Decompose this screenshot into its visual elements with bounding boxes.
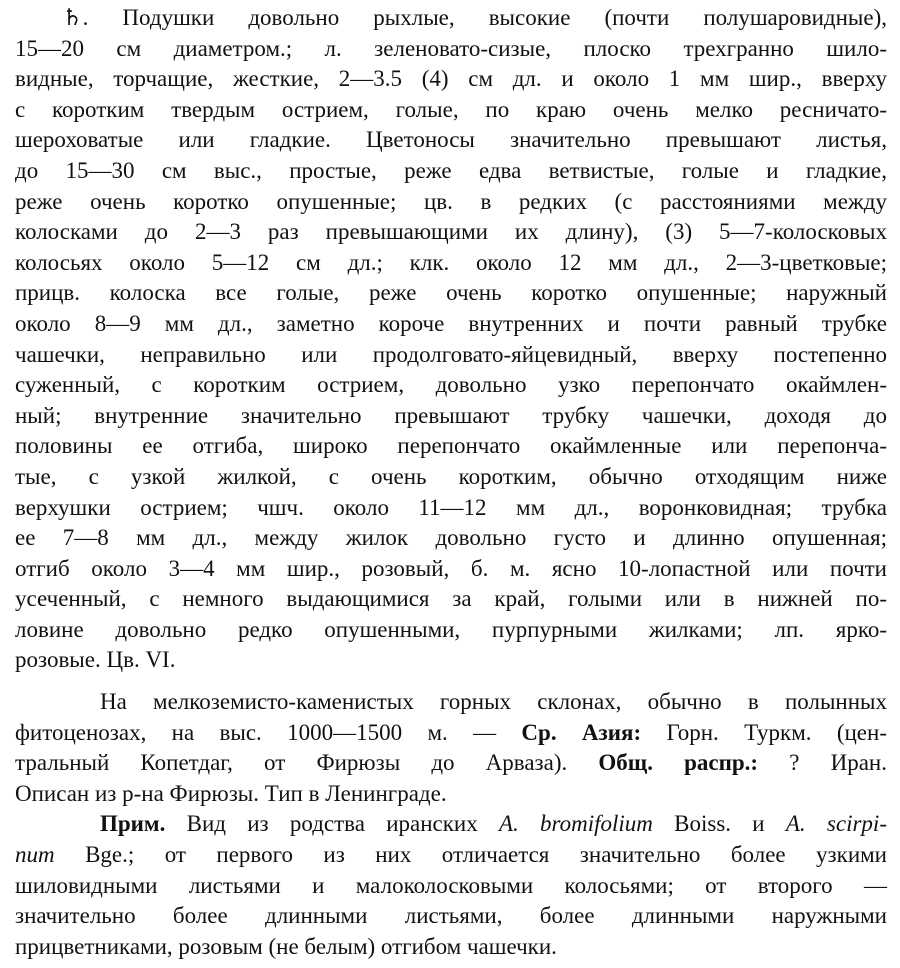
text-segment: значительно более длинными листьями, более длинными наружными [15, 903, 887, 929]
text-segment: ♄. Подушки довольно рыхлые, высокие (почти полушаровидные), [62, 5, 887, 30]
text-line [15, 871, 887, 902]
text-line [15, 901, 887, 932]
text-segment: суженный, с коротким острием, довольно узко перепончато окаймлен- [15, 372, 887, 398]
text-segment: видные, торчащие, жесткие, 2—3.5 (4) см дл. и около 1 мм шир., вверху [15, 66, 887, 92]
text-segment: верхушки острием; чшч. около 11—12 мм дл., воронковидная; трубка [15, 494, 887, 520]
text-segment: чашечки, неправильно или продолговато-яйцевидный, вверху постепенно [15, 341, 887, 367]
text-segment: ее 7—8 мм дл., между жилок довольно густо и длинно опушенная; [15, 525, 887, 551]
text-segment: Bge.; от первого из них отличается значительно более узкими [54, 842, 887, 868]
text-segment: ловине довольно редко опушенными, пурпурными жилками; лп. ярко- [15, 616, 887, 642]
text-line [15, 248, 887, 279]
text-line [15, 95, 887, 126]
text-segment: усеченный, с немного выдающимися за край, голыми или в нижней по- [15, 586, 887, 612]
text-line [15, 615, 887, 646]
text-segment: прицветниками, розовым (не белым) отгибом чашечки. [15, 933, 557, 959]
bold-heading-text: Общ. распр.: [598, 750, 759, 776]
text-segment: фитоценозах, на выс. 1000—1500 м. — [15, 719, 522, 745]
text-segment: колосками до 2—3 раз превышающими их длину), (3) 5—7-колосковых [15, 219, 887, 245]
text-line [15, 340, 887, 371]
text-line [15, 748, 887, 779]
text-line [15, 809, 887, 840]
text-segment: розовые. Цв. VI. [15, 647, 176, 673]
text-line [15, 309, 887, 340]
text-segment: ? Иран. [758, 750, 887, 776]
text-line [15, 431, 887, 462]
text-line [15, 156, 887, 187]
text-segment: 15—20 см диаметром.; л. зеленовато-сизые, плоско трехгранно шило- [15, 35, 887, 61]
text-line [15, 187, 887, 218]
text-segment: тральный Копетдаг, от Фирюзы до Арваза). [15, 750, 599, 776]
text-line [15, 523, 887, 554]
text-line [15, 554, 887, 585]
text-segment: Boiss. и [652, 811, 786, 837]
text-line [15, 932, 887, 963]
text-segment: ный; внутренние значительно превышают трубку чашечки, доходя до [15, 402, 887, 428]
text-line [15, 687, 887, 718]
text-segment: отгиб около 3—4 мм шир., розовый, б. м. ясно 10-лопастной или почти [15, 555, 887, 581]
text-segment: половины ее отгиба, широко перепончато окаймленные или перепонча- [15, 433, 887, 459]
text-segment: шероховатые или гладкие. Цветоносы значительно превышают листья, [15, 127, 887, 153]
text-segment: На мелкоземисто-каменистых горных склонах, обычно в полынных [100, 689, 887, 715]
text-segment: реже очень коротко опушенные; цв. в редких (с расстояниями между [15, 188, 887, 214]
note-paragraph [15, 809, 887, 962]
italic-taxon-name: A. scirpi- [785, 811, 887, 837]
text-line [15, 718, 887, 749]
text-segment: прицв. колоска все голые, реже очень коротко опушенные; наружный [15, 280, 887, 306]
italic-taxon-name: A. bromifolium [498, 811, 653, 837]
text-segment: с коротким твердым острием, голые, по краю очень мелко ресничато- [15, 96, 887, 122]
italic-taxon-name: num [15, 842, 55, 868]
text-line [15, 840, 887, 871]
text-segment: до 15—30 см выс., простые, реже едва ветвистые, голые и гладкие, [15, 157, 887, 183]
text-line [15, 125, 887, 156]
text-line [15, 645, 887, 676]
text-line [15, 278, 887, 309]
text-line [15, 64, 887, 95]
habitat-distribution-paragraph [15, 687, 887, 809]
bold-heading-text: Ср. Азия: [521, 719, 642, 745]
document-page [15, 3, 887, 962]
text-line [15, 370, 887, 401]
text-line [15, 34, 887, 65]
species-description-paragraph [15, 3, 887, 676]
text-segment: Описан из р-на Фирюзы. Тип в Ленинграде. [15, 780, 447, 806]
text-segment: Вид из родства иранских [165, 811, 499, 837]
text-line [15, 493, 887, 524]
text-line [15, 462, 887, 493]
text-segment: колосьях около 5—12 см дл.; клк. около 12 мм дл., 2—3-цветковые; [15, 249, 887, 275]
text-line [15, 401, 887, 432]
text-line [15, 584, 887, 615]
text-line [15, 217, 887, 248]
text-segment: Горн. Туркм. (цен- [641, 719, 887, 745]
text-segment: шиловидными листьями и малоколосковыми колосьями; от второго — [15, 872, 887, 898]
text-line [15, 779, 887, 810]
text-segment: около 8—9 мм дл., заметно короче внутренних и почти равный трубке [15, 310, 887, 336]
text-segment: тые, с узкой жилкой, с очень коротким, обычно отходящим ниже [15, 463, 887, 489]
text-line [15, 3, 887, 34]
bold-heading-text: Прим. [100, 811, 166, 837]
